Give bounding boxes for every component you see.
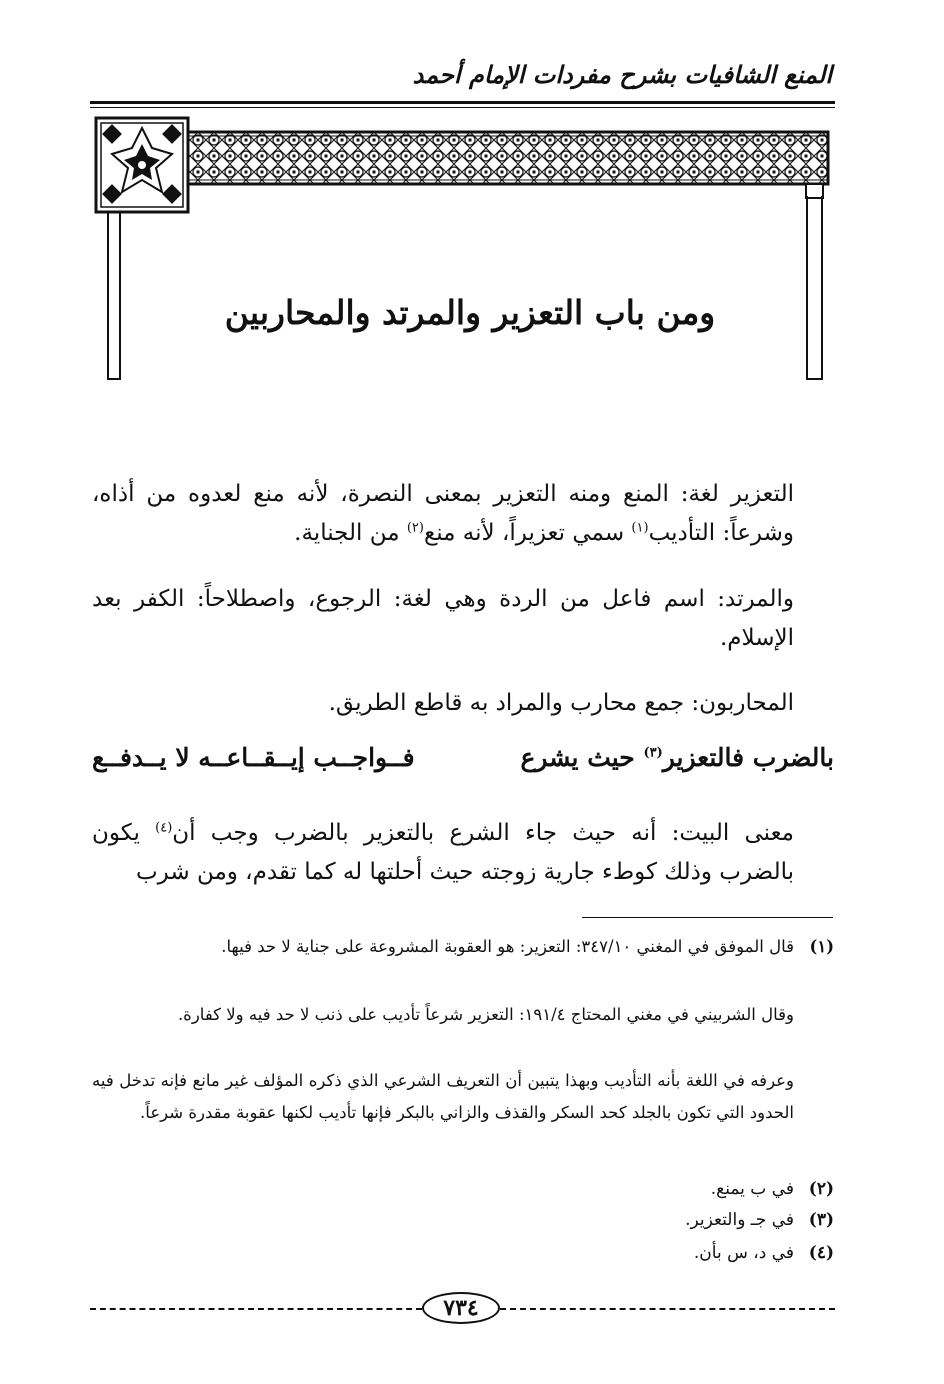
footnote-separator [582,917,833,918]
frame-left-post [107,212,121,380]
running-header: المنع الشافيات بشرح مفردات الإمام أحمد [412,60,832,89]
footnote-ref[interactable]: (٢) [406,520,424,536]
footnote-1 [92,931,834,963]
verse-first-hemistich [521,743,834,772]
verse-text: بالضرب فالتعزير [662,743,834,772]
footnote-number: (٣) [808,1210,834,1230]
paragraph-definition-muharibun: المحاربون: جمع محارب والمراد به قاطع الطريق. [328,690,794,716]
footnote-2 [711,1174,834,1204]
paragraph-definition-murtadd: والمرتد: اسم فاعل من الردة وهي لغة: الرجوع، واصطلاحاً: الكفر بعد الإسلام. [92,586,794,651]
verse-second-hemistich: فــواجــب إيــقــاعــه لا يــدفــع [92,743,415,772]
footnote-ref[interactable]: (٣) [643,745,663,761]
footnote-1-continuation [92,1065,834,1129]
paragraph-verse-meaning [92,814,834,892]
paragraph-text: سمي تعزيراً، لأنه منع [423,520,632,546]
footnote-3 [685,1205,834,1235]
corner-ornament-icon [96,118,188,212]
footnote-text: في د، س بأن. [693,1243,794,1263]
header-rule [90,101,835,104]
footer-dashed-rule [90,1308,422,1310]
chapter-title: ومن باب التعزير والمرتد والمحاربين [224,293,716,332]
footnote-ref[interactable]: (٤) [155,820,173,836]
footnote-text: في جـ والتعزير. [685,1210,794,1230]
footnote-number: (٤) [808,1243,834,1263]
paragraph-text: معنى البيت: أنه حيث جاء الشرع بالتعزير بالضرب وجب أن [172,820,794,846]
header-rule-thin [90,107,835,108]
footnote-text: وقال الشربيني في مغني المحتاج ١٩١/٤: التعزير شرعاً تأديب على ذنب لا حد فيه ولا كفارة. [177,1005,794,1024]
footnote-number: (٢) [808,1179,834,1199]
paragraph-text: يكون بالضرب وذلك كوطء جارية زوجته حيث أحلتها له كما تقدم، ومن شرب [92,820,794,885]
paragraph-definition-tazir [92,475,834,553]
paragraph-text: من الجناية. [294,520,407,546]
frame-right-post [806,196,823,380]
footer-dashed-rule [500,1308,835,1310]
verse-line [92,743,834,783]
footnote-number: (١) [809,937,834,956]
page-number: ٧٣٤ [443,1295,479,1321]
footnote-4 [694,1238,834,1268]
paragraph-text: التعزير لغة: المنع ومنه التعزير بمعنى النصرة، لأنه منع لعدوه من أذاه، وشرعاً: التأديب [92,481,794,546]
footnote-text: قال الموفق في المغني ٣٤٧/١٠: التعزير: هو العقوبة المشروعة على جناية لا حد فيها. [221,937,794,956]
footnote-ref[interactable]: (١) [631,520,649,536]
ornament-band [94,116,830,214]
verse-text: حيث يشرع [520,743,644,772]
footnote-text: وعرفه في اللغة بأنه التأديب وبهذا يتبين أن التعريف الشرعي الذي ذكره المؤلف غير مانع فإنه تدخل فيه الحدود التي تكون بالجلد كحد السكر والقذف والزاني بالبكر فإنها تأديب لكنها عقوبة مقدرة شرعاً. [92,1071,794,1122]
footnote-1-continuation [92,999,834,1031]
footnote-text: في ب يمنع. [710,1179,794,1199]
